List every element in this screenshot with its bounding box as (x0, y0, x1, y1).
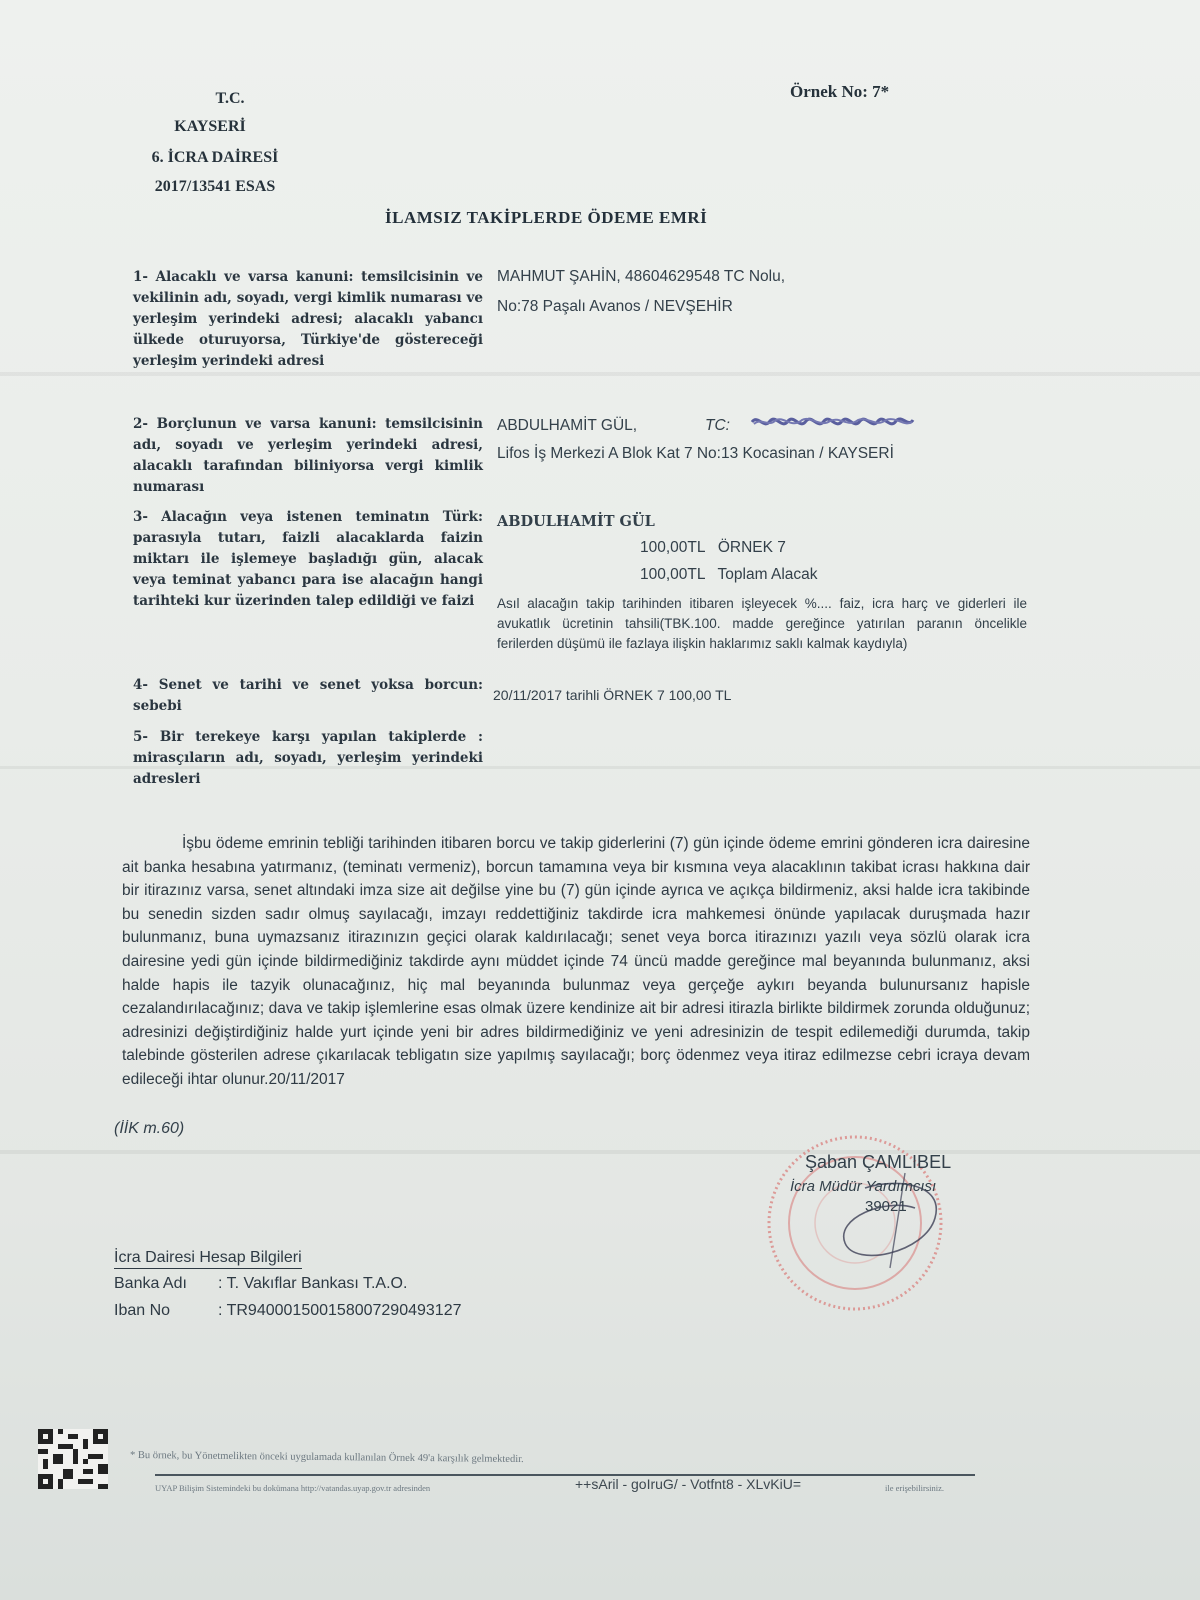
qr-code-icon (38, 1428, 108, 1490)
bank-name-value: : T. Vakıflar Bankası T.A.O. (218, 1275, 408, 1292)
iban-label: Iban No (114, 1302, 171, 1319)
footer-sample-note: * Bu örnek, bu Yönetmelikten önceki uygulamada kullanılan Örnek 49'a karşılık gelmektedir. (129, 1449, 524, 1466)
sample-number: Örnek No: 7* (790, 82, 890, 101)
interest-note: Asıl alacağın takip tarihinden itibaren işleyecek %.... faiz, icra harç ve giderleri ile avukatlık ücretinin tahsili(TBK.100. madde gereğince yatırılan paranın öncelikle ferilerden düşümü ile fazlaya ilişkin haklarımız saklı kalmak kaydıyla) (497, 596, 1027, 651)
header-tc: T.C. (215, 90, 245, 107)
iban-row (114, 1302, 462, 1320)
creditor-address: No:78 Paşalı Avanos / NEVŞEHİR (497, 298, 733, 315)
iban-value: : TR940001500158007290493127 (218, 1302, 462, 1319)
promissory-note-info: 20/11/2017 tarihli ÖRNEK 7 100,00 TL (493, 687, 732, 703)
debtor-name: ABDULHAMİT GÜL, (497, 417, 638, 434)
amount-row-sample: 100,00TL ÖRNEK 7 (640, 539, 786, 556)
header-file-no: 2017/13541 ESAS (154, 178, 276, 195)
amount-debtor-name: ABDULHAMİT GÜL (497, 513, 655, 530)
footer-rule (155, 1474, 975, 1476)
section-4-label: 4- Senet ve tarihi ve senet yoksa borcun: sebebi (133, 677, 483, 714)
footer-uyap-code: ++sAril - goIruG/ - Votfnt8 - XLvKiU= (575, 1476, 802, 1492)
fold-crease (0, 372, 1200, 376)
header-city: KAYSERİ (174, 118, 246, 135)
signatory-number: 39021 (865, 1198, 907, 1215)
section-1-label: 1- Alacaklı ve varsa kanuni: temsilcisinin ve vekilinin adı, soyadı, vergi kimlik numarası ve yerleşim yerindeki adresi; alacaklı yabancı ülkede oturuyorsa, Türkiye'de göstereceği yerleşim yerindeki adresi (133, 269, 483, 369)
page-title: İLAMSIZ TAKİPLERDE ÖDEME EMRİ (385, 208, 708, 227)
footer-uyap-prefix: UYAP Bilişim Sistemindeki bu dokümana http://vatandas.uyap.gov.tr adresinden (155, 1483, 431, 1493)
signatory-role: İcra Müdür Yardımcısı (790, 1178, 937, 1195)
bank-info-heading: İcra Dairesi Hesap Bilgileri (114, 1249, 302, 1269)
section-3-label: 3- Alacağın veya istenen teminatın Türk: parasıyla tutarı, faizli alacaklarda faizin miktarı ile işlemeye başladığı gün, alacak veya teminat yabancı para ise alacağın hangi tarihteki kur üzerinden talep edildiği ve faizi (133, 509, 483, 609)
section-5-label: 5- Bir terekeye karşı yapılan takiplerde : mirasçıların adı, soyadı, yerleşim yerindeki adresleri (133, 729, 483, 787)
header-office: 6. İCRA DAİRESİ (151, 149, 279, 166)
amount-row-total: 100,00TL Toplam Alacak (640, 566, 818, 583)
signatory-name: Şaban ÇAMLIBEL (805, 1152, 952, 1172)
debtor-tc-label: TC: (705, 417, 730, 434)
bank-name-row (114, 1275, 407, 1293)
bank-name-label: Banka Adı (114, 1275, 187, 1292)
legal-reference: (İİK m.60) (114, 1120, 185, 1137)
section-2-label: 2- Borçlunun ve varsa kanuni: temsilcisinin adı, soyadı ve yerleşim yerindeki adresi, alacaklı tarafından biliniyorsa vergi kimlik numarası (133, 416, 483, 495)
payment-order-text: İşbu ödeme emrinin tebliği tarihinden itibaren borcu ve takip giderlerini (7) gün içinde ödeme emrini gönderen icra dairesine ait banka hesabına yatırmanız, (teminatı vermeniz), borcun tamamına veya bir kısmına veya alacaklının takibat icrası hakkına dair bir itirazınız varsa, senet altındaki imza size ait değilse yine bu (7) gün içinde ayrıca ve açıkça bildirmeniz, aksi halde icra takibinde bu senedin sizden sadır olmuş sayılacağı, imzayı reddettiğiniz takdirde icra mahkemesi önünde yapılacak duruşmada hazır bulunmanız, buna uymazsanız itirazınızın geçici olarak kaldırılacağı; senet veya borca itirazınızı yazılı veya sözlü olarak icra dairesine yedi gün içinde bildirmediğiniz takdirde aynı müddet içinde 74 üncü madde gereğince mal beyanında bulunmanız, aksi halde hapis ile tazyik olunacağınız, hiç mal beyanında bulunmaz veya gerçeğe aykırı beyanda bulunursanız hapisle cezalandırılacağınız; dava ve takip işlemlerine esas olmak üzere kendinize ait bir adresi itirazla birlikte bildirmek zorunda olduğunuz; adresinizi değiştirdiğiniz halde yurt içinde yeni bir adres bildirmediğiniz ve yeni adresinizin de tespit edilemediği durumda, takip talebinde gösterilen adrese çıkarılacak tebligatın size yapılmış sayılacağı; borç ödenmez veya itiraz edilmezse cebri icraya devam edileceği ihtar olunur.20/11/2017 (122, 835, 1030, 1088)
creditor-name: MAHMUT ŞAHİN, 48604629548 TC Nolu, (497, 268, 786, 285)
redaction-scribble (750, 412, 915, 432)
footer-uyap-suffix: ile erişebilirsiniz. (885, 1483, 945, 1493)
debtor-address: Lifos İş Merkezi A Blok Kat 7 No:13 Kocasinan / KAYSERİ (497, 445, 894, 462)
fold-crease (0, 1150, 1200, 1154)
